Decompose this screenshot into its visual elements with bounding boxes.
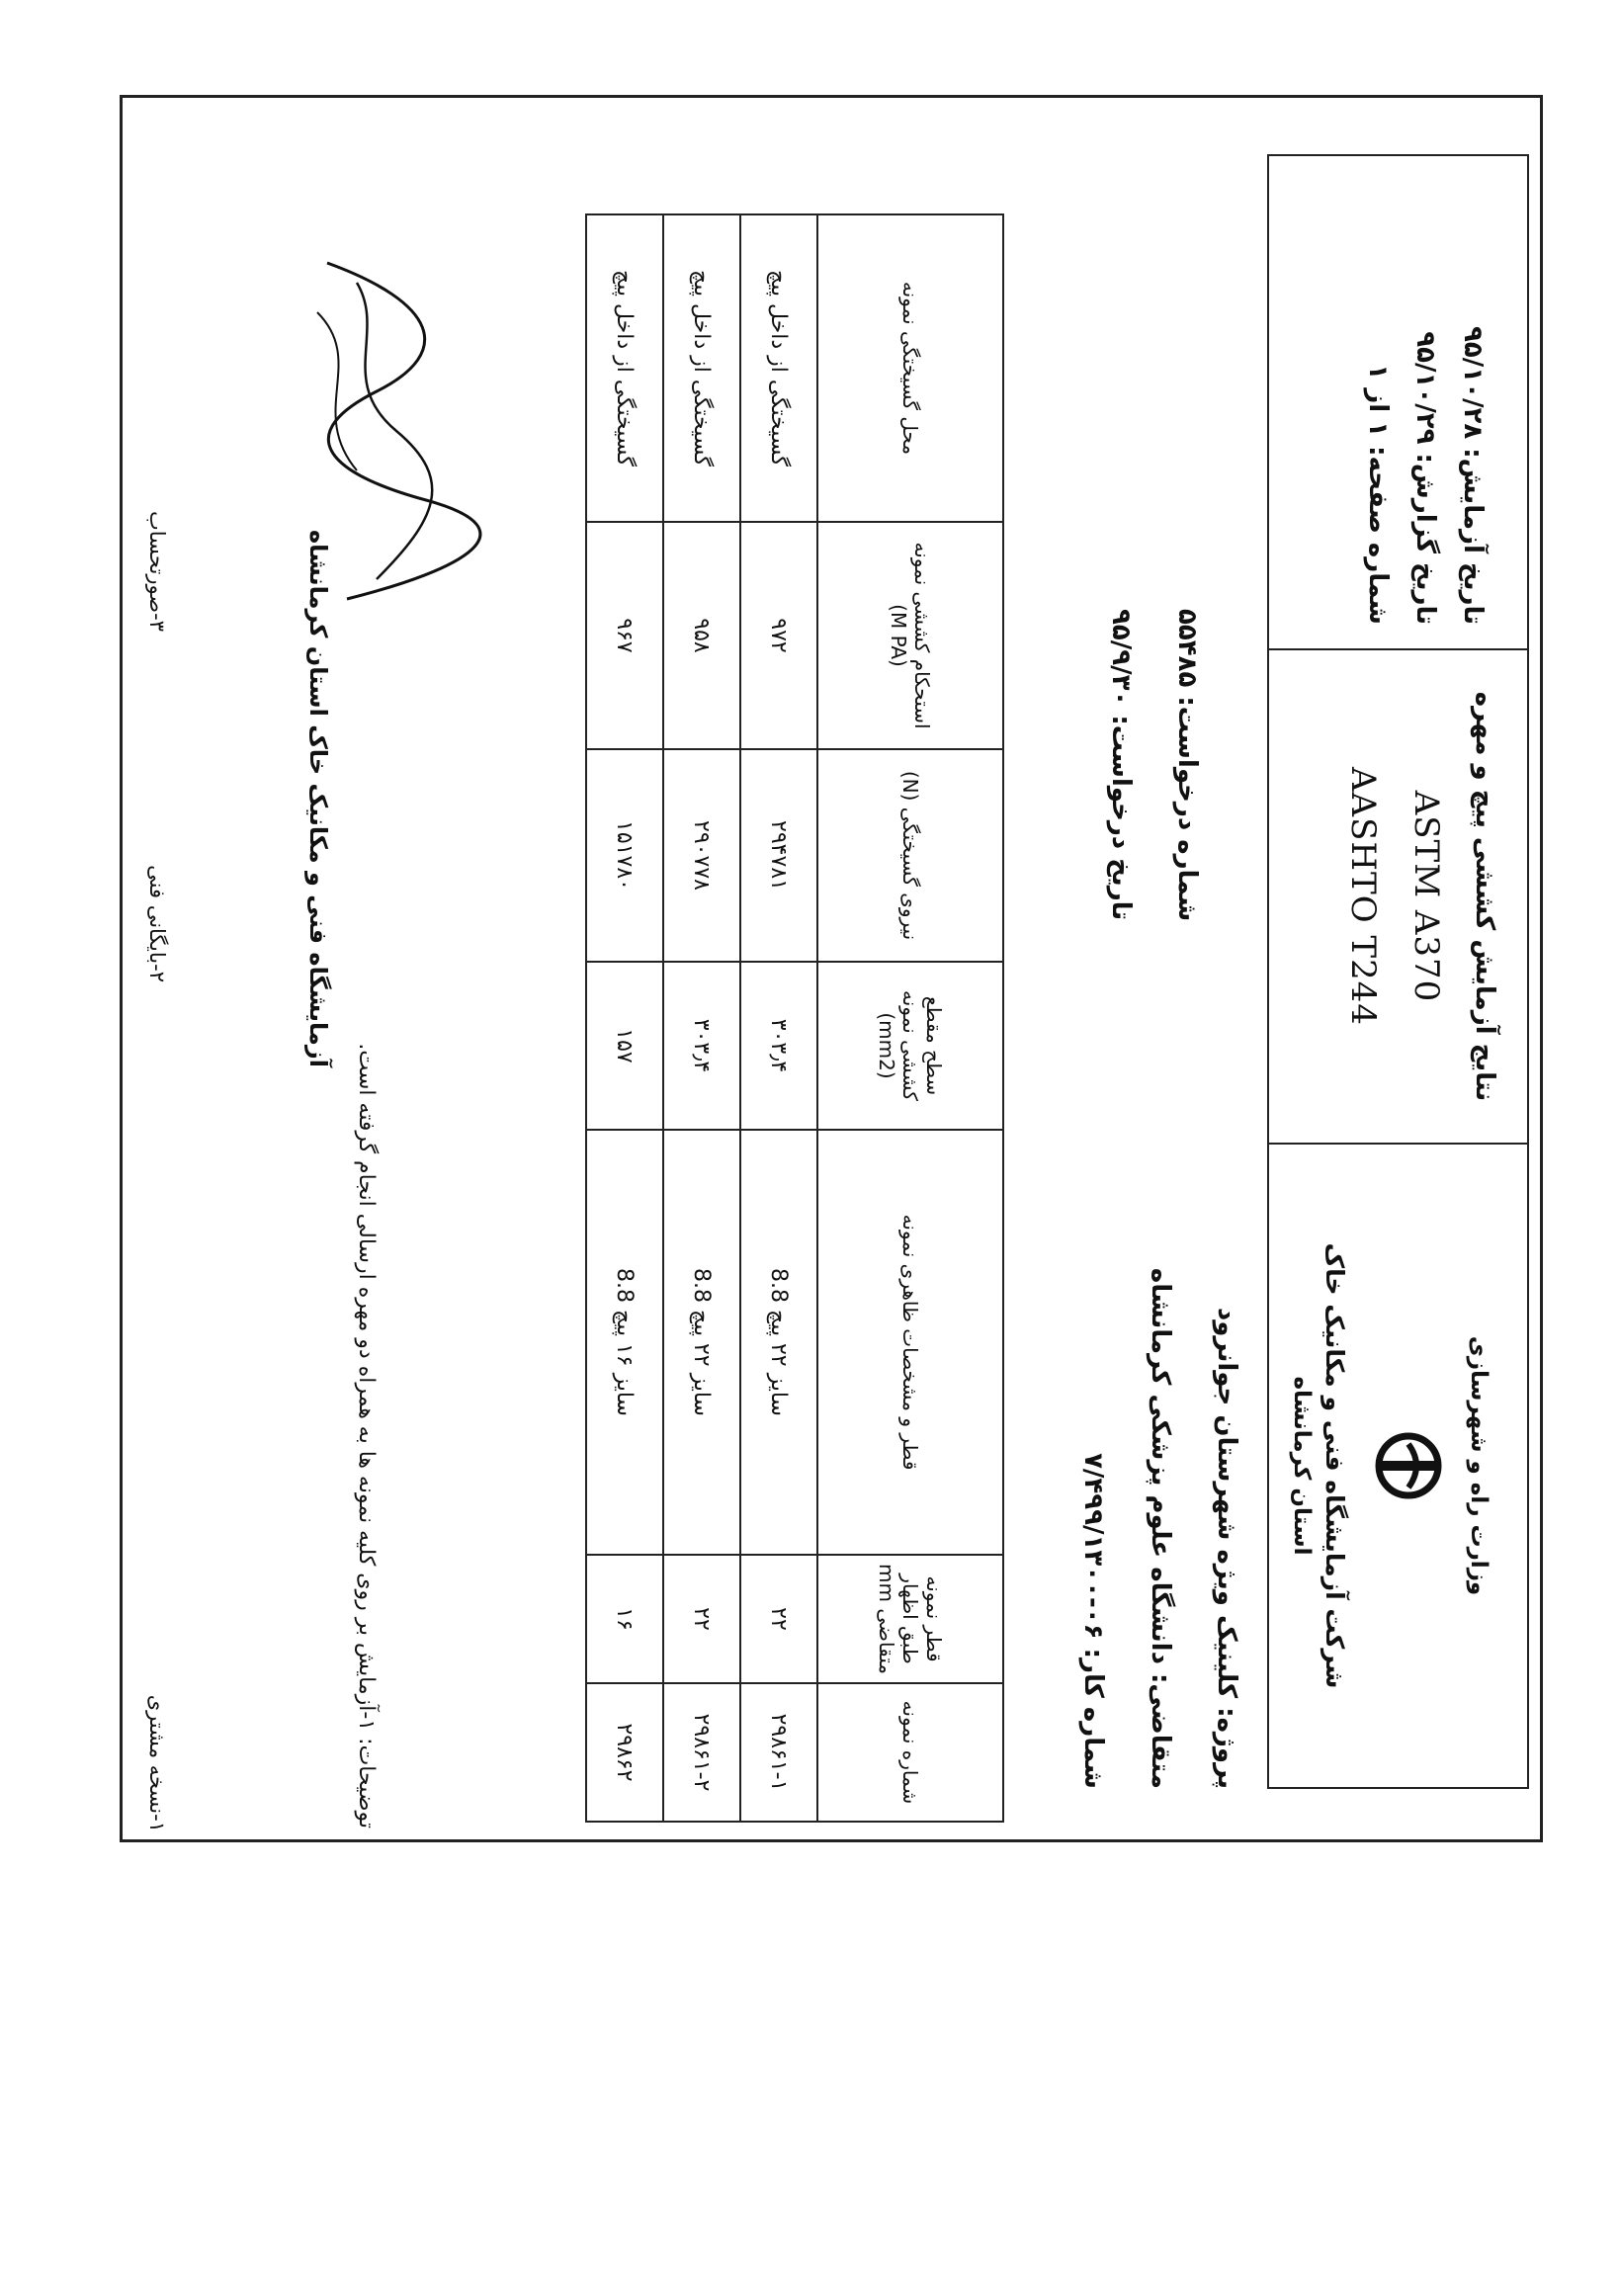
- request-number: شماره درخواست: ۵۵۴۸۵: [1172, 609, 1202, 922]
- rotated-report: [120, 95, 1543, 1842]
- cell-declared-diameter: ۱۶: [586, 1555, 663, 1683]
- copy-invoice: ۳-صورتحساب: [145, 511, 169, 632]
- province-name: استان کرمانشاه: [1289, 1376, 1315, 1556]
- signature-icon: [298, 243, 495, 619]
- report-header: [1267, 154, 1529, 1789]
- cell-appearance: سایز ۲۲ پیچ 8.8: [740, 1130, 817, 1555]
- cell-sample-number: ۲۹۸۶۲: [586, 1683, 663, 1822]
- cell-declared-diameter: ۲۲: [663, 1555, 740, 1683]
- company-box: [1269, 1145, 1527, 1787]
- applicant-name: متقاضی: دانشگاه علوم پزشکی کرمانشاه: [1146, 1267, 1175, 1789]
- table-row: [740, 214, 817, 1822]
- page-number: شماره صفحه: ۱ از ۱: [1363, 364, 1393, 625]
- table-row: [663, 214, 740, 1822]
- cell-cross-section: ۱۵۷: [586, 962, 663, 1130]
- cell-cross-section: ۳۰۳٫۴: [663, 962, 740, 1130]
- cell-sample-number: ۲۹۸۶۱-۱: [740, 1683, 817, 1822]
- job-number: شماره کار: ۰۶-۷/۴۹۹/۱۳۰۰: [1078, 1453, 1108, 1789]
- report-title: نتایج آزمایش کششی پیچ و مهره: [1470, 691, 1499, 1102]
- col-tensile-strength: استحکام کششی نمونه (M PA): [817, 522, 1003, 749]
- col-appearance: قطر و مشخصات ظاهری نمونه: [817, 1130, 1003, 1555]
- report-title-box: [1269, 650, 1527, 1145]
- col-sample-number: شماره نمونه: [817, 1683, 1003, 1822]
- cell-tensile-strength: ۹۶۷: [586, 522, 663, 749]
- standard-aashto: AASHTO T244: [1343, 767, 1383, 1026]
- copy-customer: ۱-نسخه مشتری: [145, 1694, 169, 1832]
- copy-archive: ۲-بایگانی فنی: [145, 865, 169, 982]
- table-row: [586, 214, 663, 1822]
- cell-declared-diameter: ۲۲: [740, 1555, 817, 1683]
- cell-breaking-force: ۲۹۴۷۸۱: [740, 749, 817, 962]
- cell-cross-section: ۳۰۳٫۴: [740, 962, 817, 1130]
- results-table: [585, 213, 1004, 1823]
- cell-tensile-strength: ۹۵۸: [663, 522, 740, 749]
- project-name: پروژه: کلینیک ویژه شهرستان جوانرود: [1212, 1307, 1241, 1789]
- test-date: تاریخ آزمایش: ۹۵/۱۰/۲۸: [1458, 326, 1488, 625]
- explanations-note: توضیحات: ۱-آزمایش بر روی کلیه نمونه ها به همراه دو مهره ارسالی انجام گرفته است.: [354, 1043, 379, 1828]
- company-name: شرکت آزمایشگاه فنی و مکانیک خاک: [1321, 1242, 1349, 1689]
- col-breaking-force: نیروی گسیختگی (N): [817, 749, 1003, 962]
- cell-break-location: گسیختگی از داخل پیچ: [586, 214, 663, 522]
- company-logo-icon: [1373, 1430, 1444, 1501]
- cell-break-location: گسیختگی از داخل پیچ: [740, 214, 817, 522]
- col-break-location: محل گسیختگی نمونه: [817, 214, 1003, 522]
- cell-sample-number: ۲۹۸۶۱-۲: [663, 1683, 740, 1822]
- cell-breaking-force: ۲۹۰۷۷۸: [663, 749, 740, 962]
- cell-break-location: گسیختگی از داخل پیچ: [663, 214, 740, 522]
- table-header-row: [817, 214, 1003, 1822]
- report-date: تاریخ گزارش: ۹۵/۱۰/۲۹: [1410, 331, 1440, 625]
- cell-tensile-strength: ۹۷۲: [740, 522, 817, 749]
- col-cross-section: سطح مقطع کششی نمونه (mm2): [817, 962, 1003, 1130]
- request-date: تاریخ درخواست: ۹۵/۹/۳۰: [1106, 609, 1136, 921]
- report-meta-box: [1269, 156, 1527, 650]
- lab-signature-label: آزمایشگاه فنی و مکانیک خاک استان کرمانشاه: [304, 530, 332, 1067]
- cell-appearance: سایز ۱۶ پیچ 8.8: [586, 1130, 663, 1555]
- col-declared-diameter: قطر نمونه طبق اظهار متقاضی mm: [817, 1555, 1003, 1683]
- cell-breaking-force: ۱۵۱۷۸۰: [586, 749, 663, 962]
- ministry-name: وزارت راه و شهرسازی: [1466, 1335, 1491, 1596]
- standard-astm: ASTM A370: [1406, 790, 1446, 1003]
- cell-appearance: سایز ۲۲ پیچ 8.8: [663, 1130, 740, 1555]
